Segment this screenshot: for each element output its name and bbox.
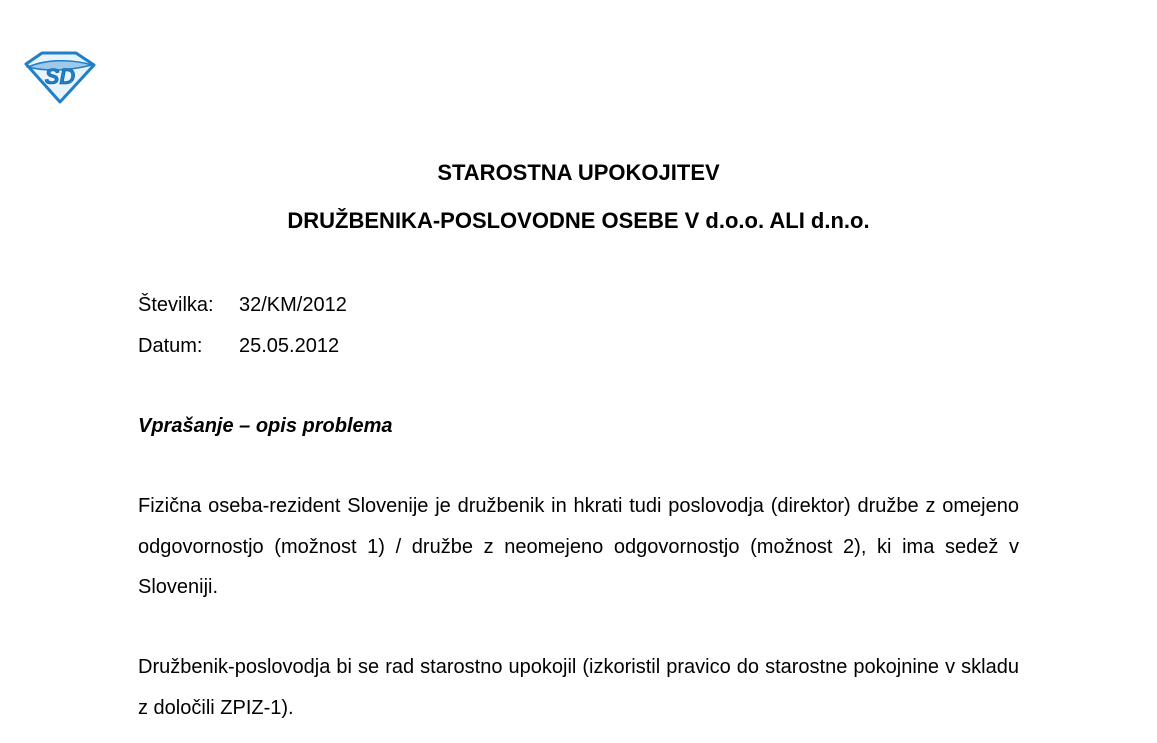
logo-lettering: SD	[44, 64, 76, 89]
document-number-label: Številka:	[138, 294, 214, 316]
document-number-value: 32/KM/2012	[239, 294, 347, 316]
company-logo	[22, 47, 96, 105]
document-date-value: 25.05.2012	[239, 335, 340, 357]
document-title-line-1: STAROSTNA UPOKOJITEV	[437, 160, 720, 185]
document-date-row	[138, 333, 339, 359]
document-title-line-2: DRUŽBENIKA-POSLOVODNE OSEBE V d.o.o. ALI d.n.o.	[287, 208, 870, 233]
body-paragraph: Družbenik-poslovodja bi se rad starostno upokojil (izkoristil pravico do starostne pokojnine v skladu z določili ZPIZ-1).	[138, 656, 1019, 719]
body-paragraph: Fizična oseba-rezident Slovenije je družbenik in hkrati tudi poslovodja (direktor) družbe z omejeno odgovornostjo (možnost 1) / družbe z neomejeno odgovornostjo (možnost 2), ki ima sedež v Sloveniji.	[138, 495, 1019, 598]
section-heading-question: Vprašanje – opis problema	[138, 415, 393, 437]
document-date-label: Datum:	[138, 335, 203, 357]
document-number-row	[138, 292, 347, 318]
